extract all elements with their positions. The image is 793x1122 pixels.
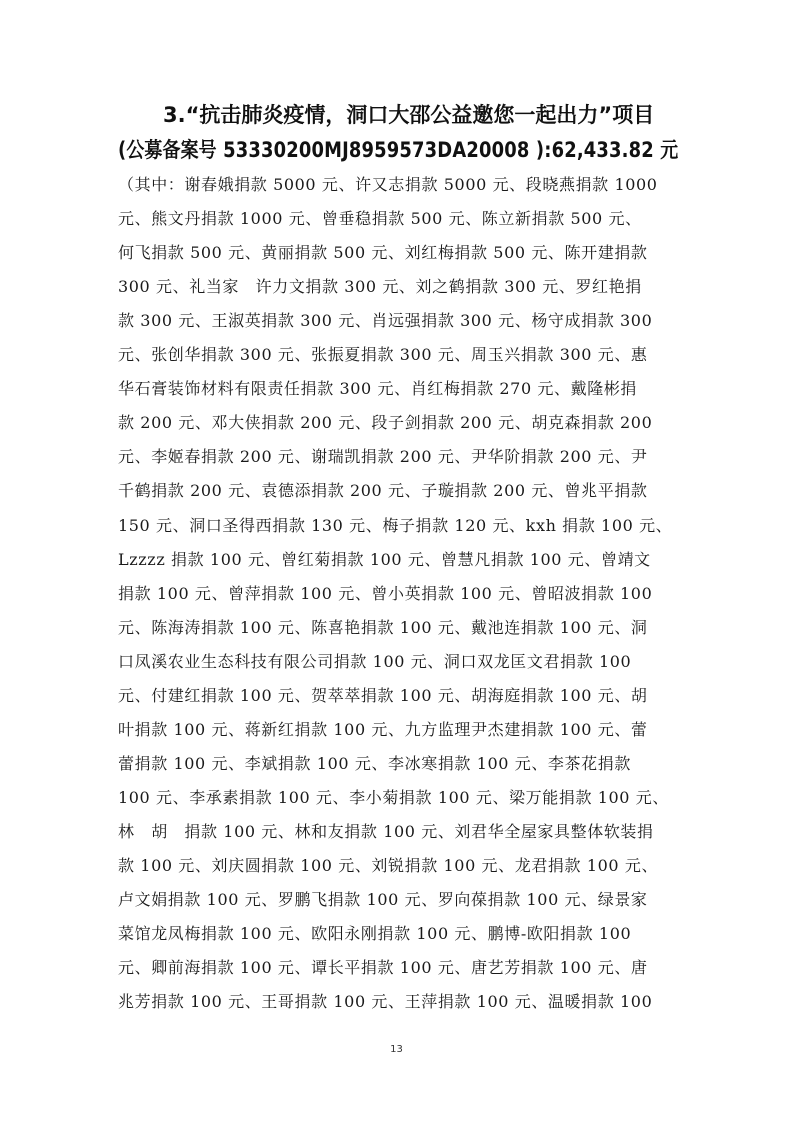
body-text-line: 林 胡 捐款 100 元、林和友捐款 100 元、刘君华全屋家具整体软装捐 [118, 821, 654, 841]
body-text-line: 蕾捐款 100 元、李斌捐款 100 元、李冰寒捐款 100 元、李茶花捐款 [118, 753, 631, 773]
body-text-line: Lzzzz 捐款 100 元、曾红菊捐款 100 元、曾慧凡捐款 100 元、曾靖文 [118, 549, 651, 569]
body-text-line: 菜馆龙凤梅捐款 100 元、欧阳永刚捐款 100 元、鹏博-欧阳捐款 100 [118, 924, 632, 944]
body-text-line: 100 元、李承素捐款 100 元、李小菊捐款 100 元、梁万能捐款 100 元、 [118, 787, 669, 807]
body-text-line: 千鹤捐款 200 元、袁德添捐款 200 元、子璇捐款 200 元、曾兆平捐款 [118, 481, 648, 501]
body-text-line: 叶捐款 100 元、蒋新红捐款 100 元、九方监理尹杰建捐款 100 元、蕾 [118, 719, 648, 739]
body-text-line: 口凤溪农业生态科技有限公司捐款 100 元、洞口双龙匡文君捐款 100 [118, 651, 632, 671]
body-text-line: 卢文娟捐款 100 元、罗鹏飞捐款 100 元、罗向葆捐款 100 元、绿景家 [118, 890, 648, 910]
body-text-line: 元、陈海涛捐款 100 元、陈喜艳捐款 100 元、戴池连捐款 100 元、洞 [118, 617, 648, 637]
body-text-line: 元、张创华捐款 300 元、张振夏捐款 300 元、周玉兴捐款 300 元、惠 [118, 345, 648, 365]
section-heading-line-1: 3.“抗击肺炎疫情，洞口大邵公益邀您一起出力”项目 [163, 103, 655, 127]
body-text-line: 华石膏装饰材料有限责任捐款 300 元、肖红梅捐款 270 元、戴隆彬捐 [118, 379, 638, 399]
body-text-line: 元、李姬春捐款 200 元、谢瑞凯捐款 200 元、尹华阶捐款 200 元、尹 [118, 447, 648, 467]
body-text-line: 款 200 元、邓大侠捐款 200 元、段子剑捐款 200 元、胡克森捐款 200 [118, 413, 653, 433]
body-text-line: 元、熊文丹捐款 1000 元、曾垂稳捐款 500 元、陈立新捐款 500 元、 [118, 209, 642, 229]
section-heading-line-2: (公募备案号 53330200MJ8959573DA20008 ):62,433.82 元 [118, 138, 679, 162]
body-text-line: 150 元、洞口圣得西捐款 130 元、梅子捐款 120 元、kxh 捐款 100 元、 [118, 515, 673, 535]
body-text-line: 款 300 元、王淑英捐款 300 元、肖远强捐款 300 元、杨守成捐款 300 [118, 311, 653, 331]
body-text-line: 元、卿前海捐款 100 元、谭长平捐款 100 元、唐艺芳捐款 100 元、唐 [118, 958, 648, 978]
body-text-line: （其中：谢春娥捐款 5000 元、许又志捐款 5000 元、段晓燕捐款 1000 [118, 175, 658, 194]
body-text-line: 300 元、礼当家 许力文捐款 300 元、刘之鹤捐款 300 元、罗红艳捐 [118, 277, 642, 297]
body-text-line: 何飞捐款 500 元、黄丽捐款 500 元、刘红梅捐款 500 元、陈开建捐款 [118, 243, 648, 263]
body-text-line: 款 100 元、刘庆圆捐款 100 元、刘锐捐款 100 元、龙君捐款 100 元、 [118, 856, 659, 875]
body-text-line: 元、付建红捐款 100 元、贺萃萃捐款 100 元、胡海庭捐款 100 元、胡 [118, 685, 648, 705]
body-text-line: 兆芳捐款 100 元、王哥捐款 100 元、王萍捐款 100 元、温暖捐款 100 [118, 992, 653, 1012]
body-text-line: 捐款 100 元、曾萍捐款 100 元、曾小英捐款 100 元、曾昭波捐款 100 [118, 583, 653, 603]
page-number: 13 [390, 1044, 403, 1055]
